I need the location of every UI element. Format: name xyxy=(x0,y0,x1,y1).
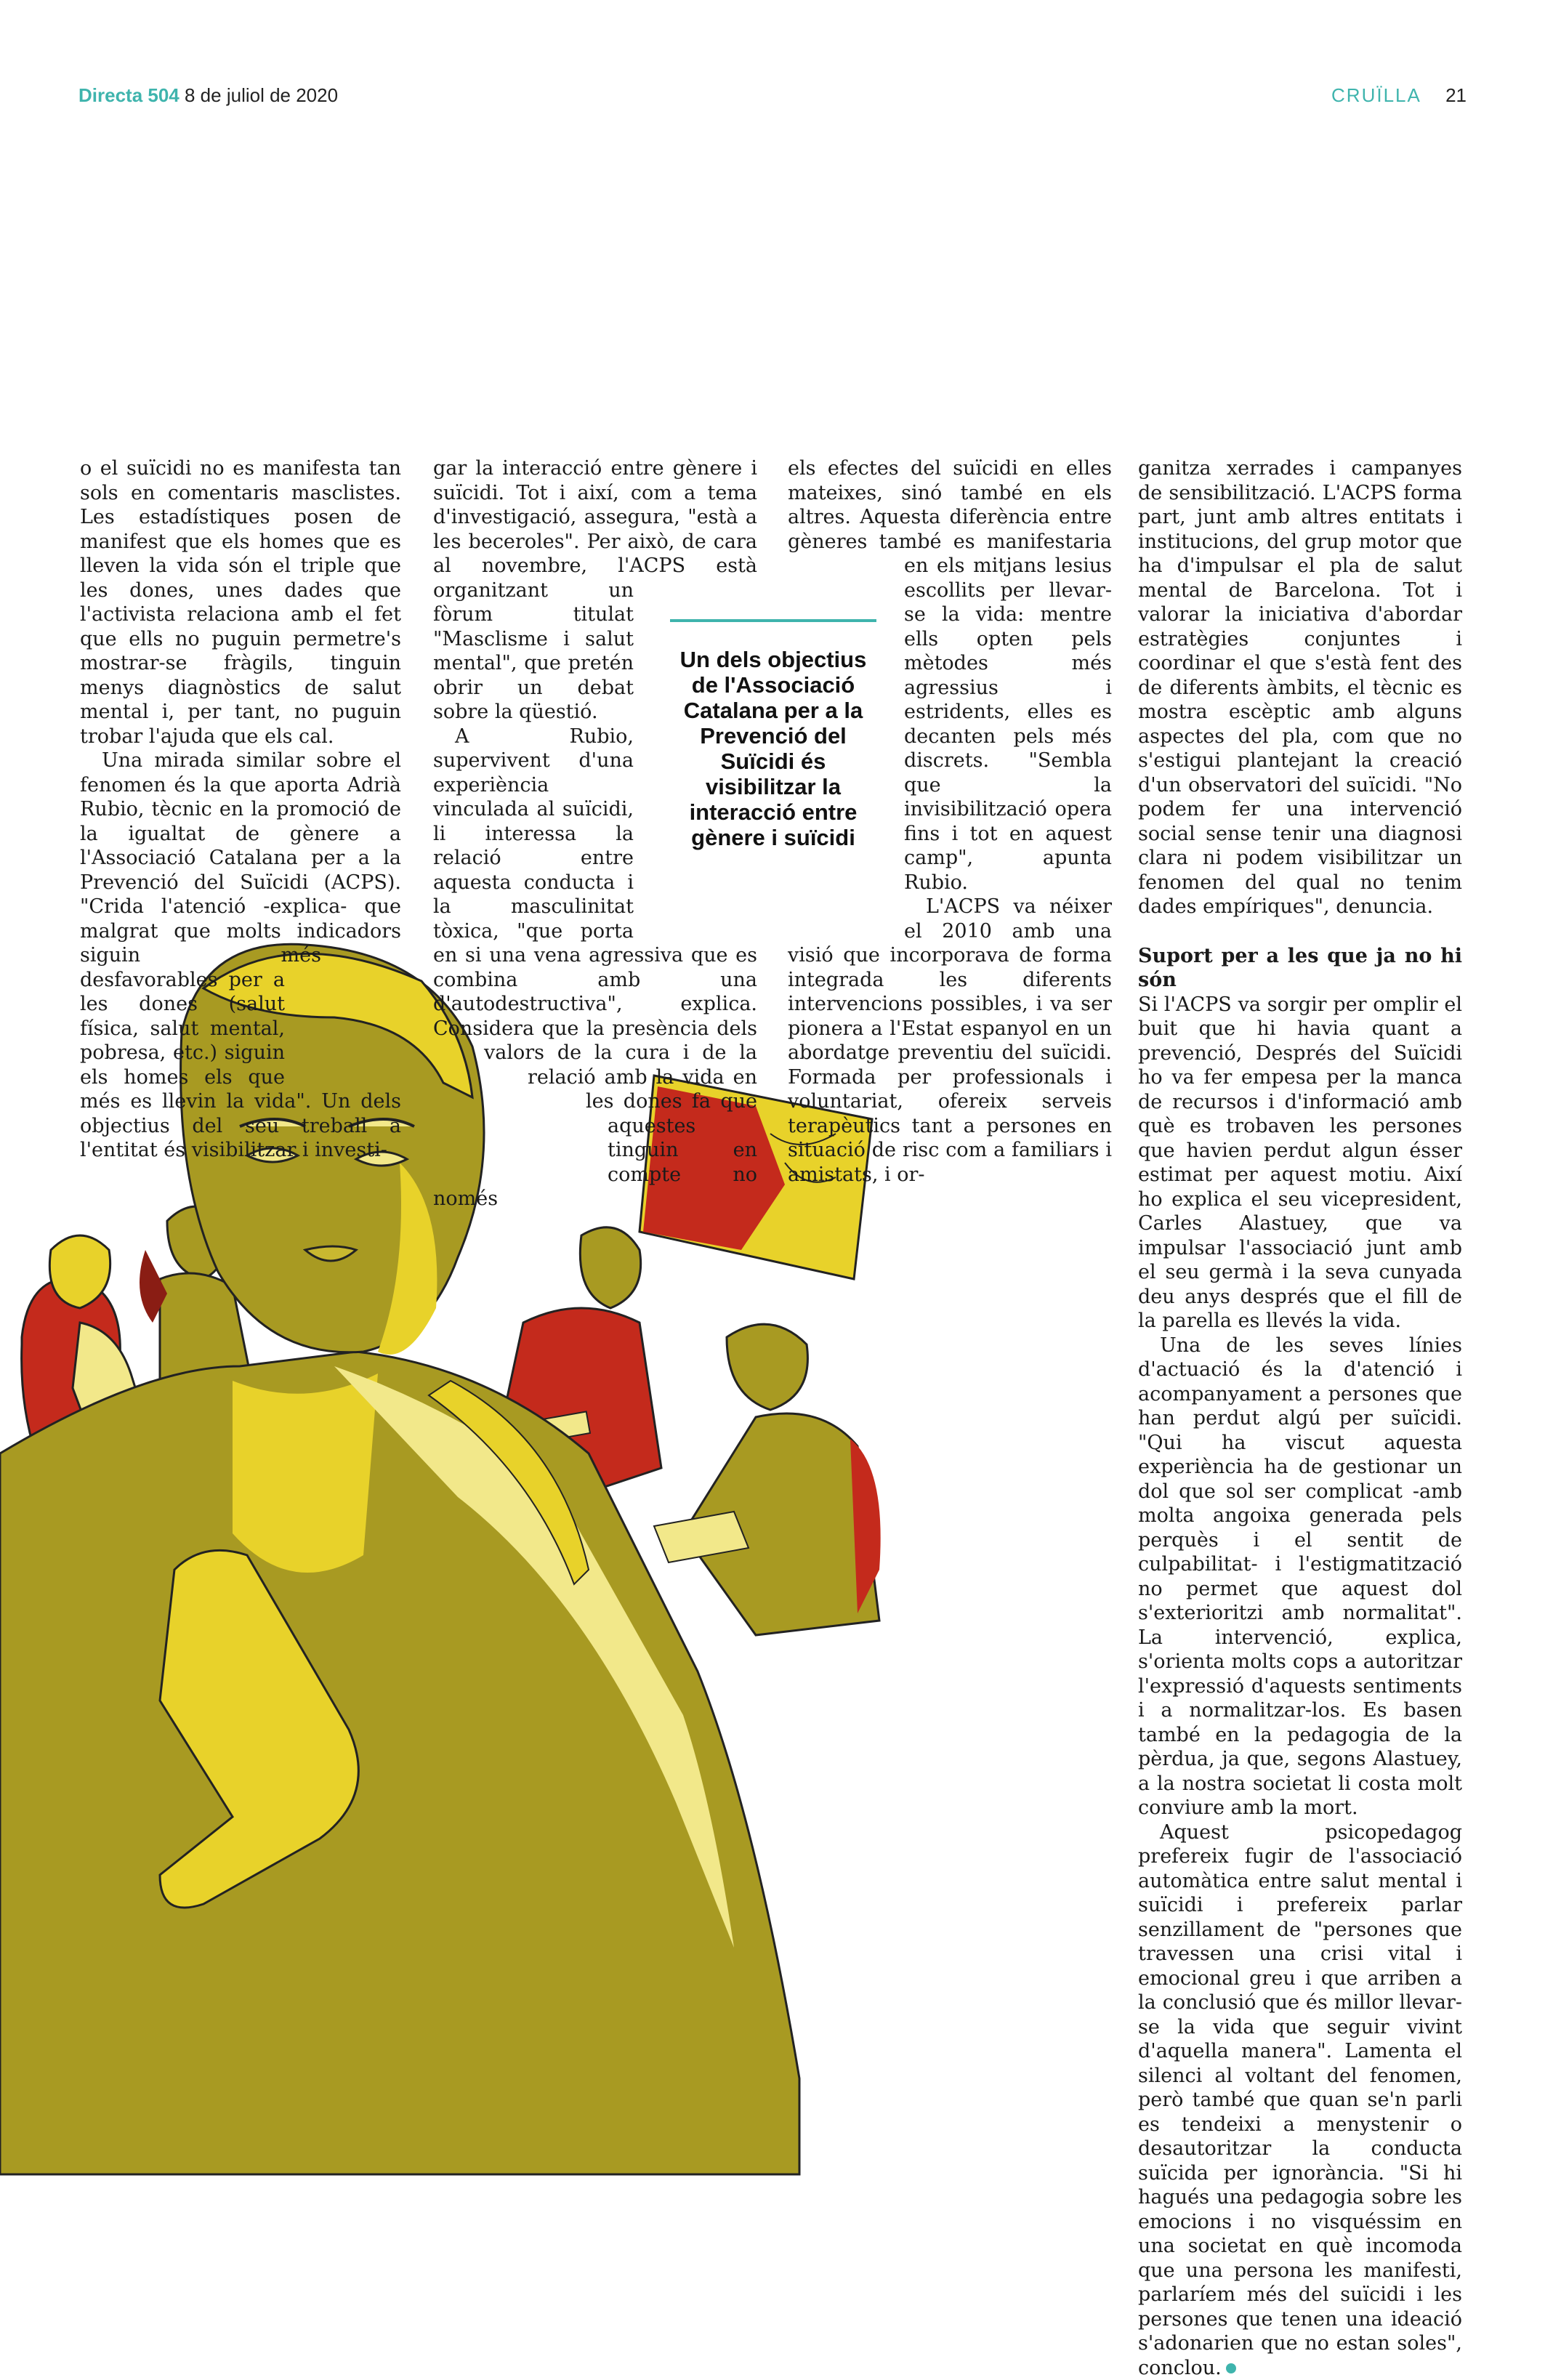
text-wrap-spacer xyxy=(433,1068,528,1093)
text-wrap-spacer xyxy=(321,945,401,988)
paragraph: A Rubio, supervivent d'una experiència vinculada al suïcidi, li interessa la relació entre aquesta conducta i la masculinitat tòxica, "que porta en si una vena agressiva que es combina amb una d'autodestructiva", explica. Considera que la presència dels valors de la cura i de la relació amb la vida en les dones fa que aquestes tinguin en compte no només xyxy=(433,725,757,1211)
pull-quote xyxy=(670,619,876,850)
subheading: Suport per a les que ja no hi són xyxy=(1138,944,1462,993)
end-mark-dot xyxy=(1226,2363,1236,2373)
text-wrap-spacer xyxy=(433,1093,586,1118)
paragraph: gar la interacció entre gènere i suïcidi. Tot i així, com a tema d'investigació, assegura, "està a les beceroles". Per això, de cara al novembre, l'ACPS està organitzant un fòrum titulat "Masclisme i salut mental", que pretén obrir un debat sobre la qüestió. xyxy=(433,456,757,725)
pull-quote-rule xyxy=(670,619,876,622)
paragraph: o el suïcidi no es manifesta tan sols en comentaris masclistes. Les estadístiques posen de manifest que els homes que es lleven la vida són el triple que les dones, unes dades que l'activista relaciona amb el fet que ells no puguin permetre's mostrar-se fràgils, tinguin menys diagnòstics de salut mental i, per tant, no puguin trobar l'ajuda que els cal. xyxy=(80,456,401,749)
publication-name: Directa 504 xyxy=(78,84,179,106)
pull-quote-text: Un dels objectius de l'Associació Catalana per a la Prevenció del Suïcidi és visibilitzar la interacció entre gènere i suïcidi xyxy=(670,647,876,850)
article-column-1 xyxy=(80,456,401,1163)
header-right xyxy=(1331,84,1467,107)
paragraph: L'ACPS va néixer el 2010 amb una visió que incorporava de forma integrada les diferents intervencions possibles, i va ser pionera a l'Estat espanyol en un abordatge preventiu del suïcidi. Formada per professionals i voluntariat, ofereix serveis terapèutics tant a persones en situació de risc com a familiars i amistats, i or- xyxy=(788,895,1112,1187)
text-wrap-spacer xyxy=(433,1044,484,1068)
paragraph: Una mirada similar sobre el fenomen és la que aporta Adrià Rubio, tècnic en la promoció de la igualtat de gènere a l'Associació Catalana per a la Prevenció del Suïcidi (ACPS). "Crida l'atenció -explica- que malgrat que molts indicadors siguin més desfavorables per a les dones (salut física, salut mental, pobresa, etc.) siguin els homes els que més es llevin la vida". Un dels objectius del seu treball a l'entitat és visibilitzar i investi- xyxy=(80,749,401,1163)
paragraph-last xyxy=(1138,1820,1462,2380)
text-wrap-spacer xyxy=(433,1118,608,1176)
writing-person xyxy=(654,1324,881,1635)
header-left xyxy=(78,84,338,107)
paragraph: ganitza xerrades i campanyes de sensibilització. L'ACPS forma part, junt amb altres entitats i institucions, del grup motor que ha d'impulsar el pla de salut mental de Barcelona. Tot i valorar la iniciativa d'abordar estratègies conjuntes i coordinar el que s'està fent des de diferents àmbits, el tècnic es mostra escèptic amb alguns aspectes del pla, com que no s'estigui plantejant la creació d'un observatori del suïcidi. "No podem fer una intervenció social sense tenir una diagnosi clara ni podem visibilitzar un fenomen del qual no tenim dades empíriques", denuncia. xyxy=(1138,456,1462,919)
paragraph: els efectes del suïcidi en elles mateixes, sinó també en els altres. Aquesta diferència entre gèneres també es manifestaria en els mitjans lesius escollits per llevar-se la vida: mentre ells opten pels mètodes més agressius i estridents, elles es decanten pels més discrets. "Sembla que la invisibilització opera fins i tot en aquest camp", apunta Rubio. xyxy=(788,456,1112,895)
paragraph: Una de les seves línies d'actuació és la d'atenció i acompanyament a persones que han perdut algú per suïcidi. "Qui ha viscut aquesta experiència ha de gestionar un dol que sol ser complicat -amb molta angoixa generada pels perquès i el sentit de culpabilitat- i l'estigmatització no permet que aquest dol s'exterioritzi amb normalitat". La intervenció, explica, s'orienta molts cops a autoritzar l'expressió d'aquests sentiments i a normalitzar-los. Es basen també en la pedagogia de la pèrdua, ja que, segons Alastuey, a la nostra societat li costa molt conviure amb la mort. xyxy=(1138,1334,1462,1820)
page-header xyxy=(78,84,1467,113)
article-column-4 xyxy=(1138,456,1462,2380)
paragraph-text: Aquest psicopedagog prefereix fugir de l'associació automàtica entre salut mental i suïcidi i prefereix parlar senzillament de "persones que travessen una crisi vital i emocional greu i que arriben a la conclusió que és millor llevar-se la vida que seguir vivint d'aquella manera". Lamenta el silenci al voltant del fenomen, però també que quan se'n parli es tendeixi a menystenir o desautoritzar la conducta suïcida per ignorància. "Si hi hagués una pedagogia sobre les emocions i no visquéssim en una societat en què incomoda que una persona les manifesti, parlaríem més del suïcidi i les persones que tenen una ideació s'adonarien que no estan soles", conclou. xyxy=(1138,1821,1462,2379)
issue-date: 8 de juliol de 2020 xyxy=(185,84,338,106)
paragraph: Si l'ACPS va sorgir per omplir el buit que hi havia quant a prevenció, Després del Suïcidi ho va fer empesa per la manca de recursos i d'informació amb què es trobaven les persones que havien perdut algun ésser estimat per aquest motiu. Així ho explica el seu vicepresident, Carles Alastuey, que va impulsar l'associació junt amb el seu germà i la seva cunyada deu anys després que el fill de la parella es llevés la vida. xyxy=(1138,993,1462,1334)
text-wrap-spacer xyxy=(285,988,401,1068)
page-number: 21 xyxy=(1445,84,1467,106)
section-name: CRUÏLLA xyxy=(1331,84,1421,106)
